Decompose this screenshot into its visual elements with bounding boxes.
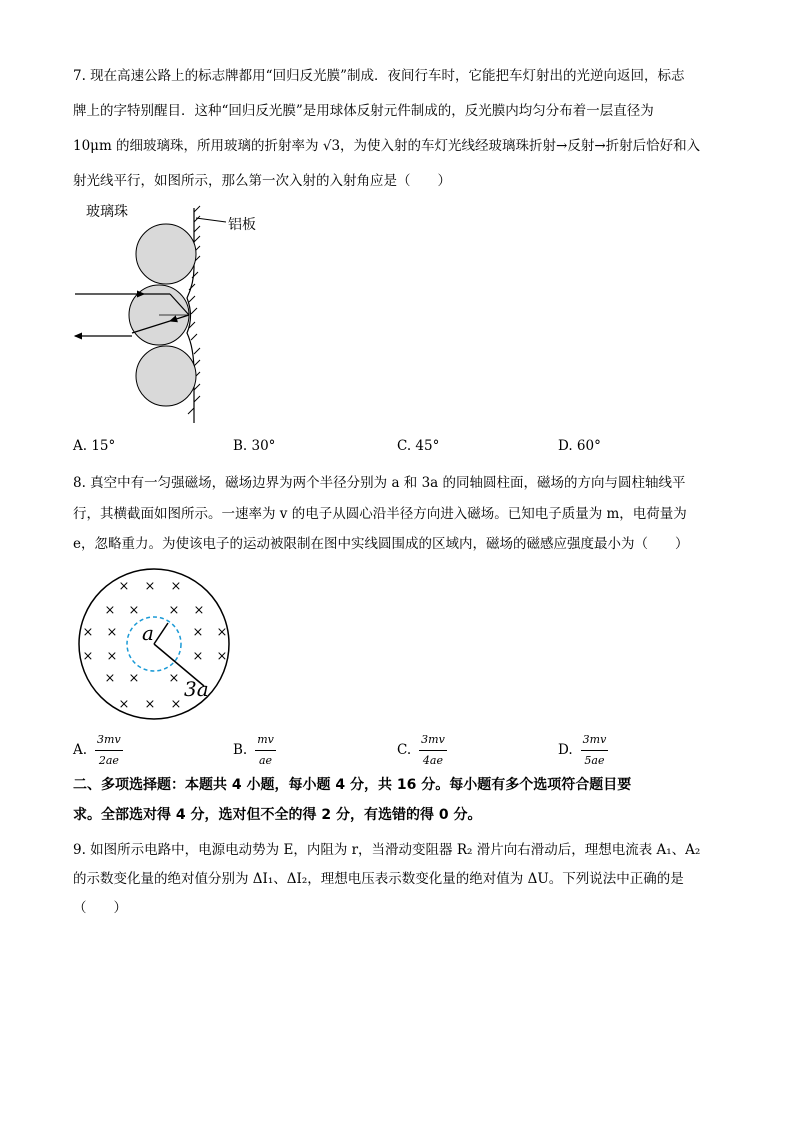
field-cross-mark: × [192, 625, 204, 640]
q8-option-a[interactable]: A. $\frac{3mv}{2ae}$ [73, 733, 121, 767]
field-cross-mark: × [82, 649, 94, 664]
field-cross-mark: × [82, 625, 94, 640]
q7-figure-glass-beads [70, 198, 280, 428]
plate-label: 铝板 [228, 217, 256, 233]
section2-line-2: 求。全部选对得 4 分，选对但不全的得 2 分，有选错的得 0 分。 [73, 807, 482, 823]
q7-option-c[interactable]: C. 45° [397, 438, 440, 454]
glass-bead-top [136, 224, 196, 284]
bead-label: 玻璃珠 [86, 204, 128, 220]
q9-line-1: 9. 如图所示电路中，电源电动势为 E，内阻为 r，当滑动变阻器 R₂ 滑片向右滑动后，理想电流表 A₁、A₂ [73, 842, 701, 858]
field-cross-mark: × [128, 671, 140, 686]
q9-line-3: （ ） [73, 900, 127, 916]
field-cross-mark: × [168, 671, 180, 686]
q7-option-a[interactable]: A. 15° [73, 438, 116, 454]
field-cross-mark: × [144, 579, 156, 594]
field-cross-mark: × [104, 671, 116, 686]
field-cross-mark: × [106, 649, 118, 664]
q8-option-b[interactable]: B. $\frac{mv}{ae}$ [233, 733, 274, 767]
q7-line-3: 10μm 的细玻璃珠，所用玻璃的折射率为 √3，为使入射的车灯光线经玻璃珠折射→反射→折射后恰好和入 [73, 138, 701, 154]
q8-line-3: e，忽略重力。为使该电子的运动被限制在图中实线圆围成的区域内，磁场的磁感应强度最小为（ ） [73, 536, 689, 552]
q8-option-d[interactable]: D. $\frac{3mv}{5ae}$ [558, 733, 607, 767]
field-cross-mark: × [216, 649, 228, 664]
section2-line-1: 二、多项选择题：本题共 4 小题，每小题 4 分，共 16 分。每小题有多个选项符合题目要 [73, 777, 632, 793]
q7-line-2: 牌上的字特别醒目．这种“回归反光膜”是用球体反射元件制成的，反光膜内均匀分布着一层直径为 [73, 103, 654, 119]
q8-figure-magnetic-field [76, 568, 236, 723]
q7-option-b[interactable]: B. 30° [233, 438, 276, 454]
field-cross-mark: × [216, 625, 228, 640]
field-cross-mark: × [106, 625, 118, 640]
field-cross-mark: × [144, 697, 156, 712]
inner-radius-label: a [142, 621, 154, 645]
q8-line-2: 行，其横截面如图所示。一速率为 v 的电子从圆心沿半径方向进入磁场。已知电子质量为 m，电荷量为 [73, 506, 687, 522]
field-cross-mark: × [170, 697, 182, 712]
q9-line-2: 的示数变化量的绝对值分别为 ΔI₁、ΔI₂，理想电压表示数变化量的绝对值为 ΔU。下列说法中正确的是 [73, 871, 684, 887]
q7-option-d[interactable]: D. 60° [558, 438, 601, 454]
q8-line-1: 8. 真空中有一匀强磁场，磁场边界为两个半径分别为 a 和 3a 的同轴圆柱面，磁场的方向与圆柱轴线平 [73, 475, 686, 491]
q7-line-4: 射光线平行，如图所示，那么第一次入射的入射角应是（ ） [73, 173, 451, 189]
field-cross-mark: × [170, 579, 182, 594]
field-cross-mark: × [168, 603, 180, 618]
field-cross-mark: × [118, 579, 130, 594]
q8-option-c[interactable]: C. $\frac{3mv}{4ae}$ [397, 733, 445, 767]
outer-radius-label: 3a [184, 677, 209, 701]
field-cross-mark: × [118, 697, 130, 712]
glass-bead-bottom [136, 346, 196, 406]
field-cross-mark: × [193, 603, 205, 618]
field-cross-mark: × [192, 649, 204, 664]
q7-line-1: 7. 现在高速公路上的标志牌都用“回归反光膜”制成．夜间行车时，它能把车灯射出的光逆向返回，标志 [73, 68, 685, 84]
field-cross-mark: × [128, 603, 140, 618]
field-cross-mark: × [104, 603, 116, 618]
